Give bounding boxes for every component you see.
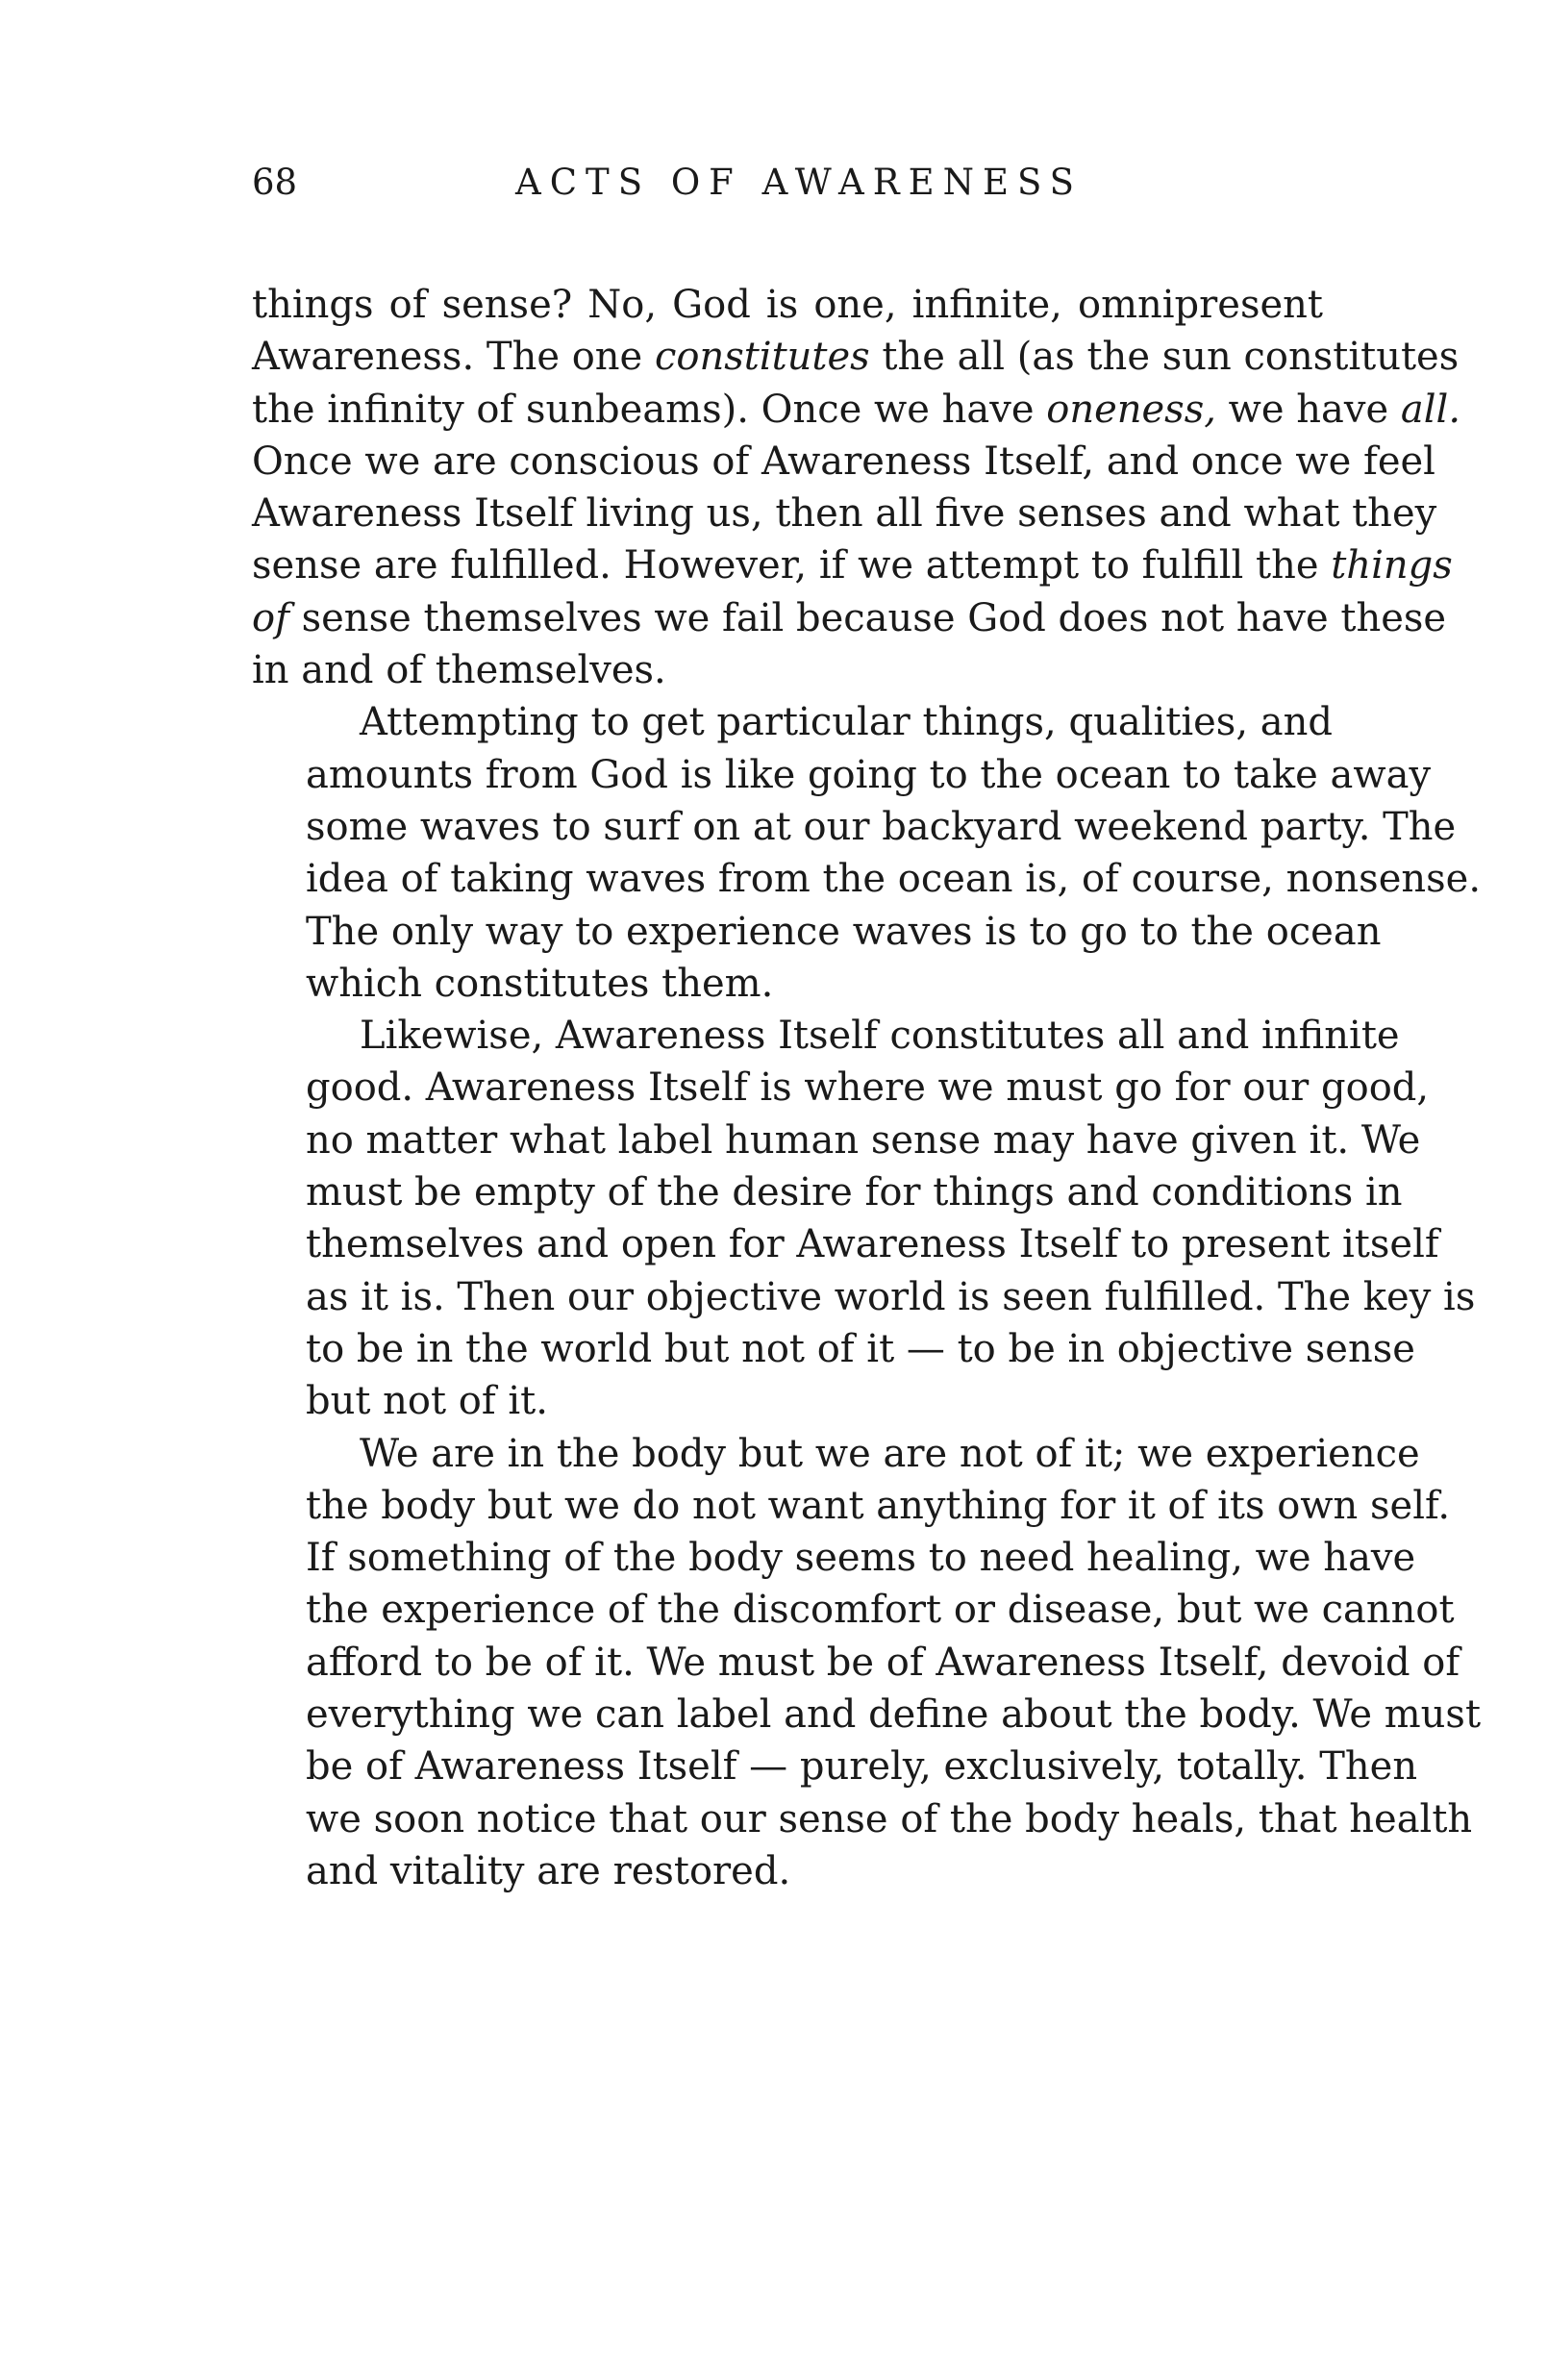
text-line: we soon notice that our sense of the body heals, that health bbox=[306, 1796, 1473, 1841]
text-line: of sense themselves we fail because God does not have these bbox=[252, 595, 1447, 640]
text-line: some waves to surf on at our backyard weekend party. The bbox=[306, 804, 1457, 849]
text-line: must be empty of the desire for things and conditions in bbox=[306, 1170, 1403, 1215]
text-line: no matter what label human sense may have given it. We bbox=[306, 1117, 1421, 1163]
paragraph bbox=[252, 1428, 1482, 1898]
text-line: be of Awareness Itself — purely, exclusively, totally. Then bbox=[306, 1744, 1418, 1790]
text-line: the experience of the discomfort or disease, but we cannot bbox=[306, 1588, 1455, 1633]
text-line: in and of themselves. bbox=[252, 648, 666, 693]
italic-emphasis: of bbox=[252, 595, 289, 640]
text-line: everything we can label and define about the body. We must bbox=[306, 1692, 1482, 1738]
text-line: Awareness. The one constitutes the all (as the sun constitutes bbox=[252, 335, 1460, 380]
text-line: Attempting to get particular things, qualities, and bbox=[360, 700, 1333, 745]
text-line: things of sense? No, God is one, infinite, omnipresent bbox=[252, 283, 1323, 327]
text-line: as it is. Then our objective world is seen fulfilled. The key is bbox=[306, 1274, 1476, 1319]
text-line: Awareness Itself living us, then all five senses and what they bbox=[252, 491, 1437, 537]
text-line: sense are fulfilled. However, if we attempt to fulfill the things bbox=[252, 543, 1453, 589]
paragraph bbox=[252, 279, 1461, 696]
text-line: which constitutes them. bbox=[306, 961, 774, 1006]
text-line: but not of it. bbox=[306, 1379, 548, 1424]
page-number: 68 bbox=[252, 162, 298, 203]
italic-emphasis: things bbox=[1331, 543, 1453, 589]
text-line: idea of taking waves from the ocean is, of course, nonsense. bbox=[306, 857, 1482, 902]
text-line: afford to be of it. We must be of Awareness Itself, devoid of bbox=[306, 1640, 1460, 1685]
text-line: Likewise, Awareness Itself constitutes all and infinite bbox=[360, 1014, 1400, 1059]
text-line: the infinity of sunbeams). Once we have oneness, we have all. bbox=[252, 387, 1461, 432]
running-header bbox=[252, 162, 1323, 215]
text-line: to be in the world but not of it — to be in objective sense bbox=[306, 1326, 1415, 1371]
text-line: amounts from God is like going to the ocean to take away bbox=[306, 752, 1432, 797]
text-line: If something of the body seems to need healing, we have bbox=[306, 1536, 1416, 1581]
paragraph bbox=[252, 696, 1482, 1010]
text-line: The only way to experience waves is to go to the ocean bbox=[306, 909, 1382, 954]
text-line: We are in the body but we are not of it; we experience bbox=[360, 1431, 1420, 1476]
text-line: the body but we do not want anything for it of its own self. bbox=[306, 1483, 1451, 1528]
italic-emphasis: oneness, bbox=[1046, 387, 1216, 432]
italic-emphasis: all. bbox=[1400, 387, 1461, 432]
text-line: Once we are conscious of Awareness Itself, and once we feel bbox=[252, 438, 1435, 484]
text-line: themselves and open for Awareness Itself to present itself bbox=[306, 1222, 1439, 1267]
running-title: ACTS OF AWARENESS bbox=[515, 162, 1084, 203]
paragraph bbox=[252, 1010, 1476, 1427]
italic-emphasis: constitutes bbox=[654, 335, 870, 380]
text-line: and vitality are restored. bbox=[306, 1848, 791, 1893]
body-text bbox=[252, 279, 1482, 1897]
text-line: good. Awareness Itself is where we must go for our good, bbox=[306, 1065, 1430, 1111]
